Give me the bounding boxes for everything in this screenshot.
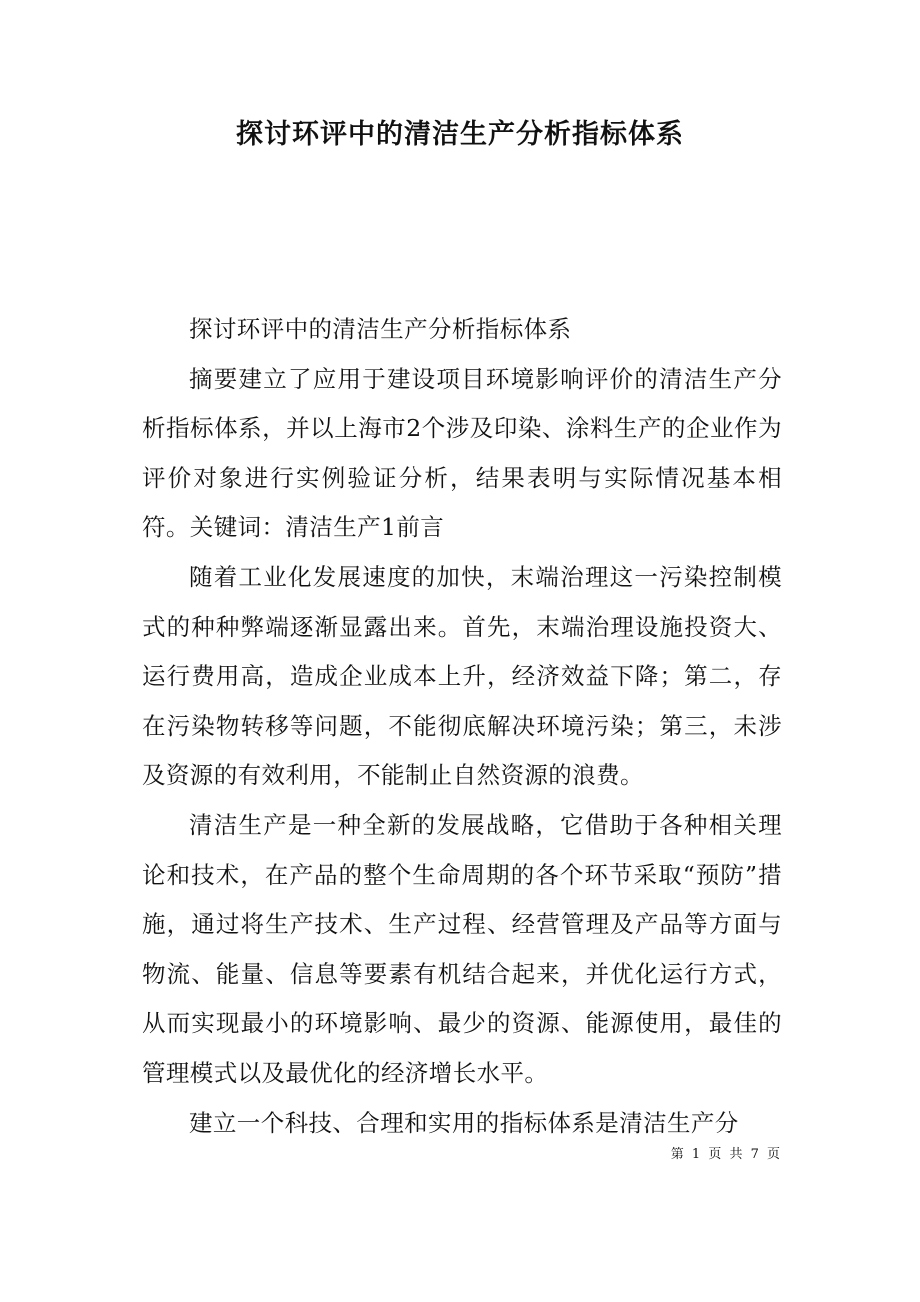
document-title: 探讨环评中的清洁生产分析指标体系	[236, 119, 684, 150]
paragraph-indicator-system: 建立一个科技、合理和实用的指标体系是清洁生产分	[189, 1108, 739, 1137]
paragraph-introduction: 随着工业化发展速度的加快，末端治理这一污染控制模式的种种弊端逐渐显露出来。首先，末端治理设施投资大、运行费用高，造成企业成本上升，经济效益下降；第二，存在污染物转移等问题，不能彻底解决环境污染；第三，未涉及资源的有效利用，不能制止自然资源的浪费。	[142, 562, 782, 790]
page-number: 第 1 页 共 7 页	[670, 1147, 782, 1162]
paragraph-clean-production: 清洁生产是一种全新的发展战略，它借助于各种相关理论和技术，在产品的整个生命周期的各个环节采取“预防”措施，通过将生产技术、生产过程、经营管理及产品等方面与物流、能量、信息等要素有机结合起来，并优化运行方式，从而实现最小的环境影响、最少的资源、能源使用，最佳的管理模式以及最优化的经济增长水平。	[142, 810, 782, 1087]
document-body	[142, 305, 782, 1148]
paragraph-heading: 探讨环评中的清洁生产分析指标体系	[189, 315, 572, 343]
paragraph-abstract: 摘要建立了应用于建设项目环境影响评价的清洁生产分析指标体系，并以上海市2个涉及印染、涂料生产的企业作为评价对象进行实例验证分析，结果表明与实际情况基本相符。关键词：清洁生产1前言	[142, 364, 782, 542]
